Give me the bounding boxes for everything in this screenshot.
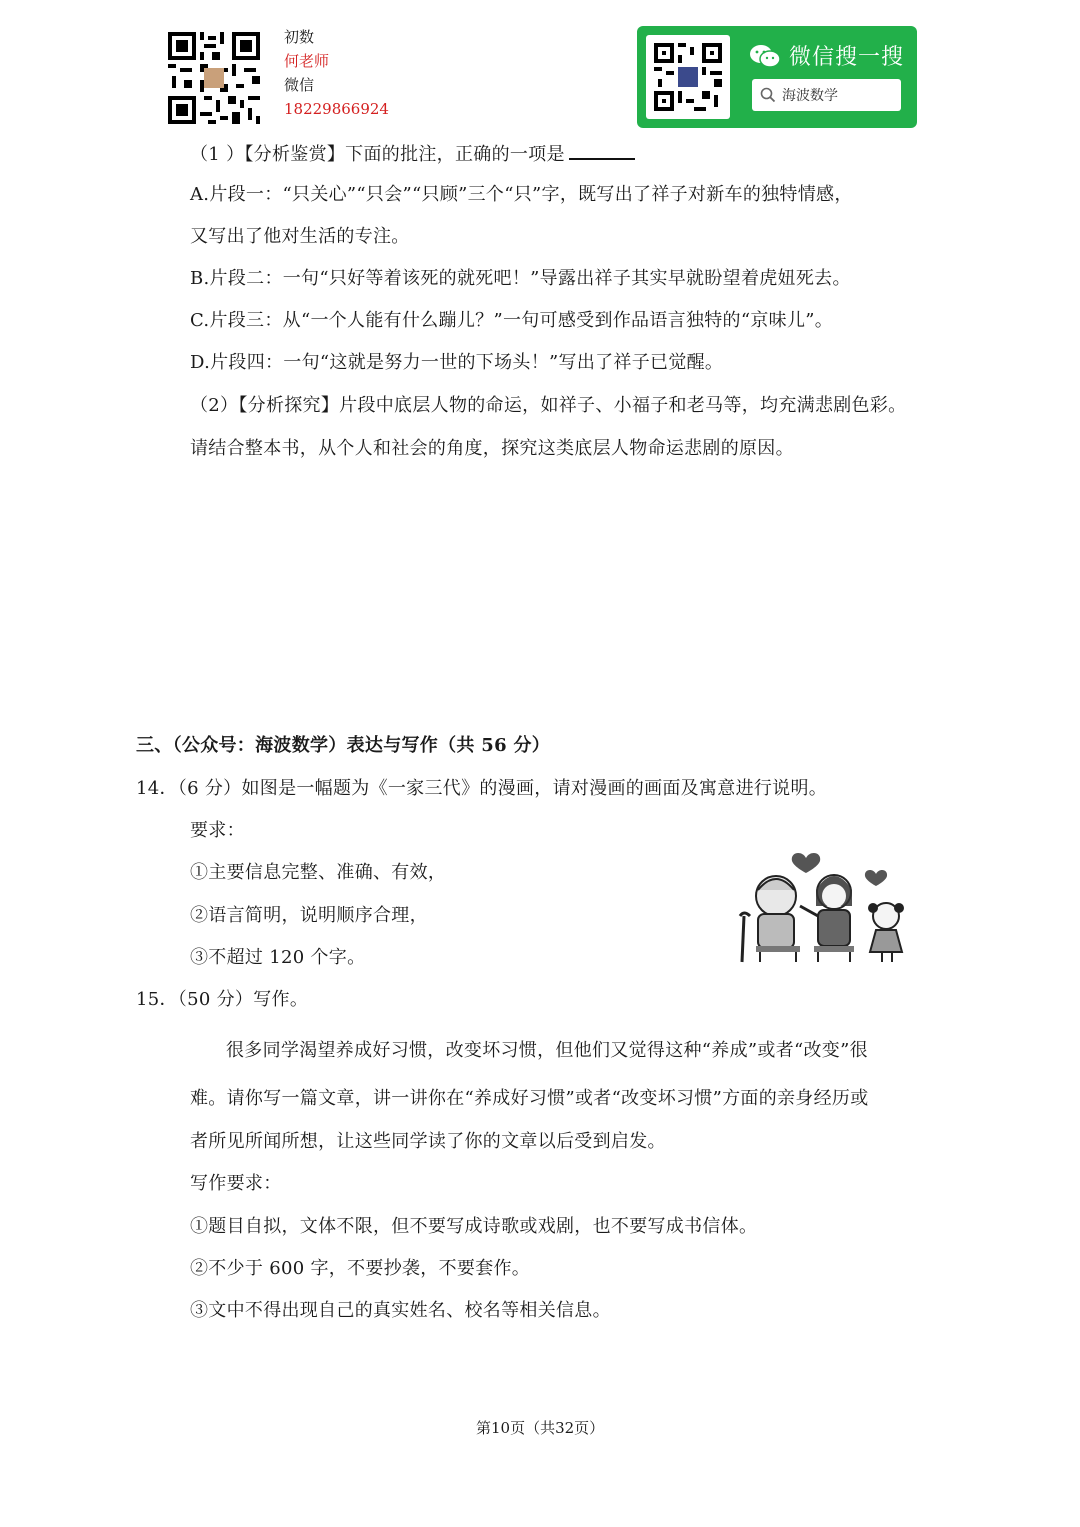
contact-wechat-label: 微信 (284, 76, 315, 94)
q15-requirement-3: ③文中不得出现自己的真实姓名、校名等相关信息。 (190, 1300, 611, 1321)
q14-requirement-3: ③不超过 120 个字。 (190, 947, 366, 968)
contact-subject: 初数 (284, 28, 315, 46)
page-number: 第10页（共32页） (476, 1419, 605, 1437)
q13-part2-line2: 请结合整本书，从个人和社会的角度，探究这类底层人物命运悲剧的原因。 (190, 438, 794, 459)
family-cartoon-illustration (736, 846, 922, 964)
banner-qr-code (646, 35, 730, 119)
answer-blank (569, 140, 635, 160)
q15-requirements-title: 写作要求： (190, 1173, 282, 1194)
q15-paragraph-line1: 很多同学渴望养成好习惯，改变坏习惯，但他们又觉得这种“养成”或者“改变”很 (226, 1040, 868, 1061)
q13-part1 (190, 140, 635, 168)
q13-option-a-line2: 又写出了他对生活的专注。 (190, 226, 410, 247)
q15-paragraph-line3: 者所见所闻所想，让这些同学读了你的文章以后受到启发。 (190, 1131, 666, 1152)
q13-option-b: B.片段二：一句“只好等着该死的就死吧！”导露出祥子其实早就盼望着虎妞死去。 (190, 268, 851, 289)
contact-teacher: 何老师 (284, 52, 330, 70)
banner-title (749, 40, 904, 71)
q14-requirements-title: 要求： (190, 820, 245, 841)
search-icon (760, 87, 776, 103)
banner-search-text: 海波数学 (782, 88, 838, 104)
q15-requirement-1: ①题目自拟，文体不限，但不要写成诗歌或戏剧，也不要写成书信体。 (190, 1216, 758, 1237)
banner-search-box[interactable] (752, 79, 901, 111)
teacher-contact (284, 25, 389, 121)
wechat-icon (749, 43, 781, 69)
q13-option-c: C.片段三：从“一个人能有什么蹦儿？”一句可感受到作品语言独特的“京味儿”。 (190, 310, 834, 331)
banner-title-text: 微信搜一搜 (789, 45, 905, 70)
section3-heading: 三、（公众号：海波数学）表达与写作（共 56 分） (136, 735, 551, 756)
contact-phone: 18229866924 (284, 100, 389, 118)
teacher-qr-code (168, 32, 260, 124)
q14-requirement-1: ①主要信息完整、准确、有效， (190, 862, 447, 883)
q14-stem: 14．（6 分）如图是一幅题为《一家三代》的漫画，请对漫画的画面及寓意进行说明。 (136, 778, 828, 799)
q13-option-a-line1: A.片段一：“只关心”“只会”“只顾”三个“只”字，既写出了祥子对新车的独特情感， (190, 184, 853, 205)
q15-stem: 15．（50 分）写作。 (136, 989, 309, 1010)
q15-paragraph-line2: 难。请你写一篇文章，讲一讲你在“养成好习惯”或者“改变坏习惯”方面的亲身经历或 (190, 1088, 869, 1109)
q13-option-d: D.片段四：一句“这就是努力一世的下场头！”写出了祥子已觉醒。 (190, 352, 724, 373)
q15-requirement-2: ②不少于 600 字，不要抄袭，不要套作。 (190, 1258, 531, 1279)
q13-part1-text: （1 ）【分析鉴赏】下面的批注，正确的一项是 (190, 144, 565, 165)
wechat-search-banner (637, 26, 917, 128)
q14-requirement-2: ②语言简明，说明顺序合理， (190, 905, 428, 926)
q13-part2-line1: （2）【分析探究】片段中底层人物的命运，如祥子、小福子和老马等，均充满悲剧色彩。 (190, 395, 907, 416)
